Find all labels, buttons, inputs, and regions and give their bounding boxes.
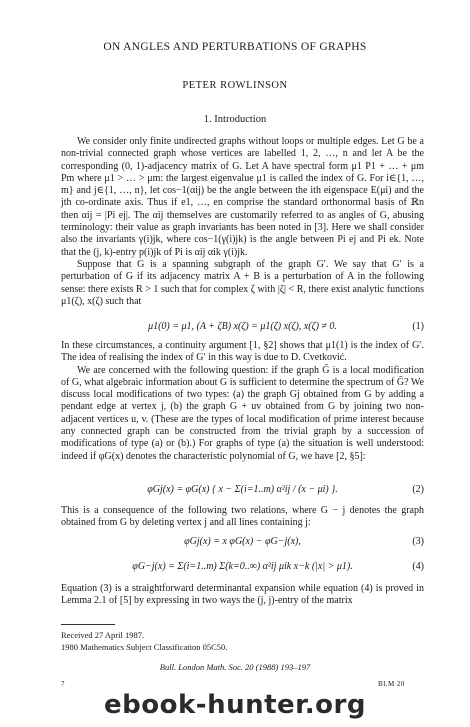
body-text-block-3 (61, 505, 424, 530)
equation-3-number: (3) (412, 536, 424, 547)
page-number: 7 (61, 680, 65, 688)
journal-code: BLM 20 (378, 680, 405, 688)
paragraph-2: Suppose that G is a spanning subgraph of the graph G′. We say that G′ is a perturbation of G if its adjacency matrix A + B is a perturbation of A in the following sense: there exists R > 1 such that for complex ζ with |ζ| < R, there exist analytic functions μ1(ζ), x(ζ) such that (61, 258, 424, 307)
paper-author: PETER ROWLINSON (182, 80, 288, 91)
equation-1 (61, 321, 424, 337)
equation-1-number: (1) (412, 321, 424, 332)
equation-4-number: (4) (412, 561, 424, 572)
section-heading: 1. Introduction (203, 114, 267, 125)
body-text-block-1 (61, 136, 424, 308)
footnote-msc: 1980 Mathematics Subject Classification 05C50. (61, 642, 228, 652)
paragraph-4: We are concerned with the following question: if the graph G̃ is a local modification of G, what algebraic information about G is sufficient to determine the spectrum of G̃? We discuss local modifications of two types: (a) the graph Gj obtained from G by adding a pendant edge at vertex j, (b) the graph G + uv obtained from G by joining two non-adjacent vertices u, v. (These are the types of local modification of prime interest because any connected graph can be constructed from the trivial graph by a succession of modifications of type (a) or (b).) For graphs of type (a) the situation is well understood: indeed if φG(x) denotes the characteristic polynomial of G, we have [2, §5]: (61, 364, 424, 462)
equation-2 (61, 484, 424, 500)
paragraph-6: Equation (3) is a straightforward determinantal expansion while equation (4) is proved in Lemma 2.1 of [5] by expressing in two ways the (j, j)-entry of the matrix (61, 583, 424, 607)
paragraph-3: In these circumstances, a continuity argument [1, §2] shows that μ1(1) is the index of G′. The idea of realising the index of G′ in this way is due to D. Cvetković. (61, 340, 424, 364)
paper-title: ON ANGLES AND PERTURBATIONS OF GRAPHS (103, 41, 367, 53)
equation-4 (61, 561, 424, 577)
equation-3-expression: φGj(x) = x φG(x) − φG−j(x), (184, 536, 301, 547)
footnote-rule (61, 624, 115, 625)
paragraph-1: We consider only finite undirected graphs without loops or multiple edges. Let G be a non-trivial connected graph whose vertices are labelled 1, 2, …, n and let A be the corresponding (0, 1)-adjacency matrix of G. Let A have spectral form μ1 P1 + … + μm Pm where μ1 > … > μm: the largest eigenvalue μ1 is called the index of G. For i∈{1, …, m} and j∈{1, …, n}, let cos−1(αij) be the angle between the ith eigenspace E(μi) and the jth co-ordinate axis. Thus if e1, …, en comprise the standard orthonormal basis of ℝn then αij = |Pi ej|. The αij themselves are customarily referred to as angles of G, abusing terminology: their value as graph invariants has been noted in [3]. Here we shall consider also the invariants γ(i)jk, where cos−1(γ(i)jk) is the angle between Pi ej and Pi ek. Note that the (j, k)-entry p(i)jk of Pi is αij αik γ(i)jk. (61, 136, 424, 258)
equation-1-expression: μ1(0) = μ1, (A + ζB) x(ζ) = μ1(ζ) x(ζ), x(ζ) ≠ 0. (148, 321, 337, 332)
equation-2-number: (2) (412, 484, 424, 495)
running-footer: Bull. London Math. Soc. 20 (1988) 193–197 (159, 662, 311, 672)
equation-4-expression: φG−j(x) = Σ(i=1..m) Σ(k=0..∞) α²ij μik x−k (|x| > μ1). (132, 561, 353, 572)
paragraph-5: This is a consequence of the following two relations, where G − j denotes the graph obtained from G by deleting vertex j and all lines containing j: (61, 505, 424, 529)
footnote-received: Received 27 April 1987. (61, 630, 145, 640)
equation-3 (61, 536, 424, 552)
equation-2-expression: φGj(x) = φG(x) { x − Σ(i=1..m) α²ij / (x − μi) }. (147, 484, 338, 495)
watermark-text: ebook-hunter.org (104, 690, 366, 720)
body-text-block-4 (61, 583, 424, 608)
body-text-block-2 (61, 340, 424, 463)
